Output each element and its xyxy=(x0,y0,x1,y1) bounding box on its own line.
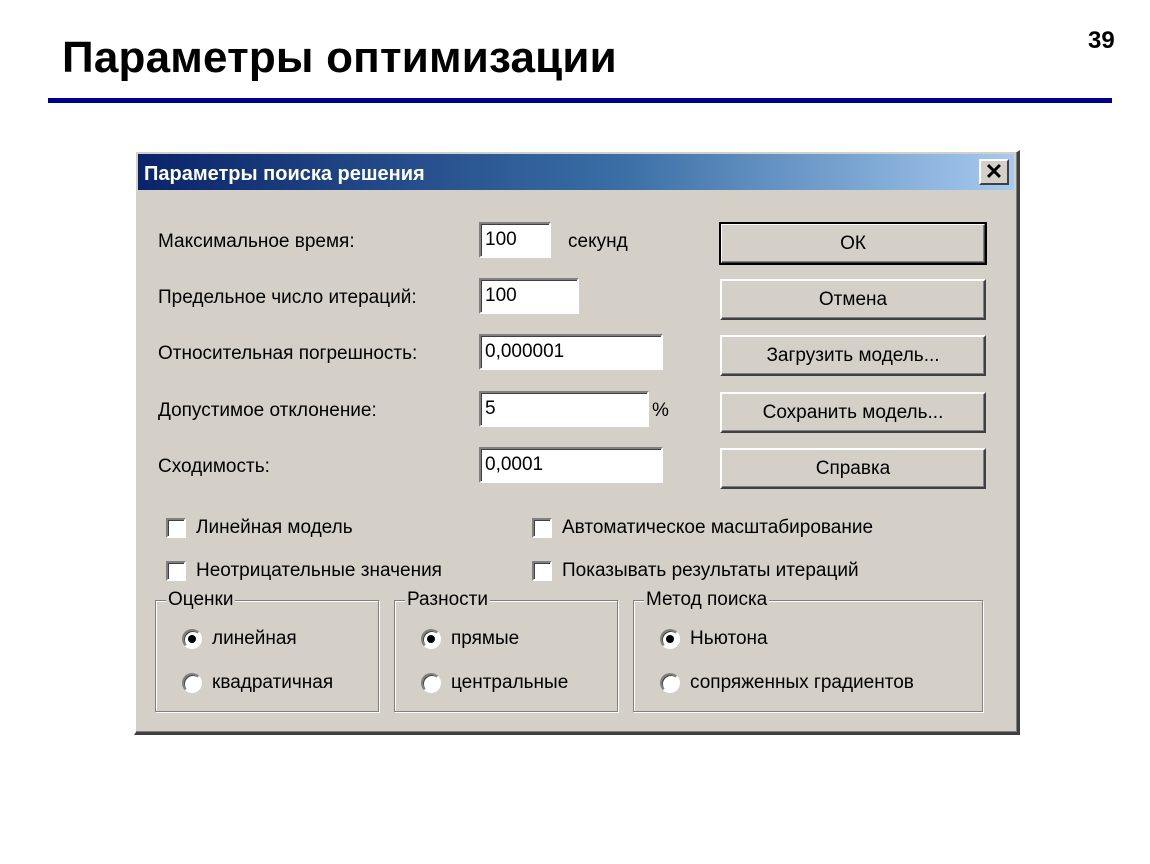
estimates-linear-radio[interactable] xyxy=(182,628,297,650)
group-title: Метод поиска xyxy=(646,589,768,610)
search-conjugate-radio[interactable] xyxy=(660,672,914,694)
checkbox-label: Показывать результаты итераций xyxy=(562,560,859,581)
radio-label: линейная xyxy=(212,628,297,649)
convergence-input[interactable]: 0,0001 xyxy=(479,447,663,483)
radio-label: прямые xyxy=(451,628,520,649)
search-method-group xyxy=(633,589,983,712)
dialog-title: Параметры поиска решения xyxy=(144,163,425,185)
group-title: Оценки xyxy=(168,589,234,610)
checkbox-box[interactable] xyxy=(532,561,552,581)
show-iterations-checkbox[interactable] xyxy=(532,560,859,582)
help-button[interactable]: Справка xyxy=(720,448,986,489)
tolerance-input[interactable]: 5 xyxy=(479,391,649,427)
checkbox-label: Автоматическое масштабирование xyxy=(562,517,874,538)
radio-label: центральные xyxy=(451,672,569,693)
max-iterations-input[interactable]: 100 xyxy=(479,278,579,314)
load-model-button[interactable]: Загрузить модель... xyxy=(720,335,986,376)
cancel-button[interactable]: Отмена xyxy=(720,279,986,320)
auto-scaling-checkbox[interactable] xyxy=(532,517,873,539)
slide-number: 39 xyxy=(1088,27,1115,54)
convergence-label: Сходимость: xyxy=(158,456,270,477)
search-newton-radio[interactable] xyxy=(660,628,768,650)
radio-button[interactable] xyxy=(660,629,680,649)
title-divider xyxy=(48,98,1112,103)
save-model-button[interactable]: Сохранить модель... xyxy=(720,392,986,433)
dialog-titlebar xyxy=(138,154,1014,190)
precision-label: Относительная погрешность: xyxy=(158,343,418,364)
precision-input[interactable]: 0,000001 xyxy=(479,334,663,370)
checkbox-box[interactable] xyxy=(166,561,186,581)
radio-button[interactable] xyxy=(421,629,441,649)
checkbox-label: Линейная модель xyxy=(196,517,353,538)
radio-button[interactable] xyxy=(421,673,441,693)
tolerance-unit: % xyxy=(652,400,669,421)
radio-selected-dot xyxy=(666,635,674,643)
close-button[interactable] xyxy=(979,159,1009,185)
radio-label: Ньютона xyxy=(690,628,768,649)
close-icon: ✕ xyxy=(984,159,1004,184)
derivatives-central-radio[interactable] xyxy=(421,672,568,694)
max-time-unit: секунд xyxy=(568,231,628,252)
non-negative-checkbox[interactable] xyxy=(166,560,442,582)
estimates-quadratic-radio[interactable] xyxy=(182,672,333,694)
radio-label: сопряженных градиентов xyxy=(690,672,914,693)
radio-label: квадратичная xyxy=(212,672,334,693)
checkbox-box[interactable] xyxy=(532,518,552,538)
estimates-group xyxy=(155,589,379,712)
linear-model-checkbox[interactable] xyxy=(166,517,353,539)
tolerance-label: Допустимое отклонение: xyxy=(158,400,377,421)
radio-button[interactable] xyxy=(182,629,202,649)
max-time-label: Максимальное время: xyxy=(158,231,355,252)
derivatives-group xyxy=(394,589,618,712)
radio-selected-dot xyxy=(427,635,435,643)
checkbox-label: Неотрицательные значения xyxy=(196,560,442,581)
solver-options-dialog xyxy=(134,150,1020,735)
group-title: Разности xyxy=(407,589,488,610)
ok-button[interactable]: ОК xyxy=(720,223,986,264)
derivatives-forward-radio[interactable] xyxy=(421,628,519,650)
max-iterations-label: Предельное число итераций: xyxy=(158,287,417,308)
slide-title: Параметры оптимизации xyxy=(62,33,617,82)
max-time-input[interactable]: 100 xyxy=(479,222,551,258)
radio-button[interactable] xyxy=(182,673,202,693)
radio-button[interactable] xyxy=(660,673,680,693)
radio-selected-dot xyxy=(188,635,196,643)
checkbox-box[interactable] xyxy=(166,518,186,538)
